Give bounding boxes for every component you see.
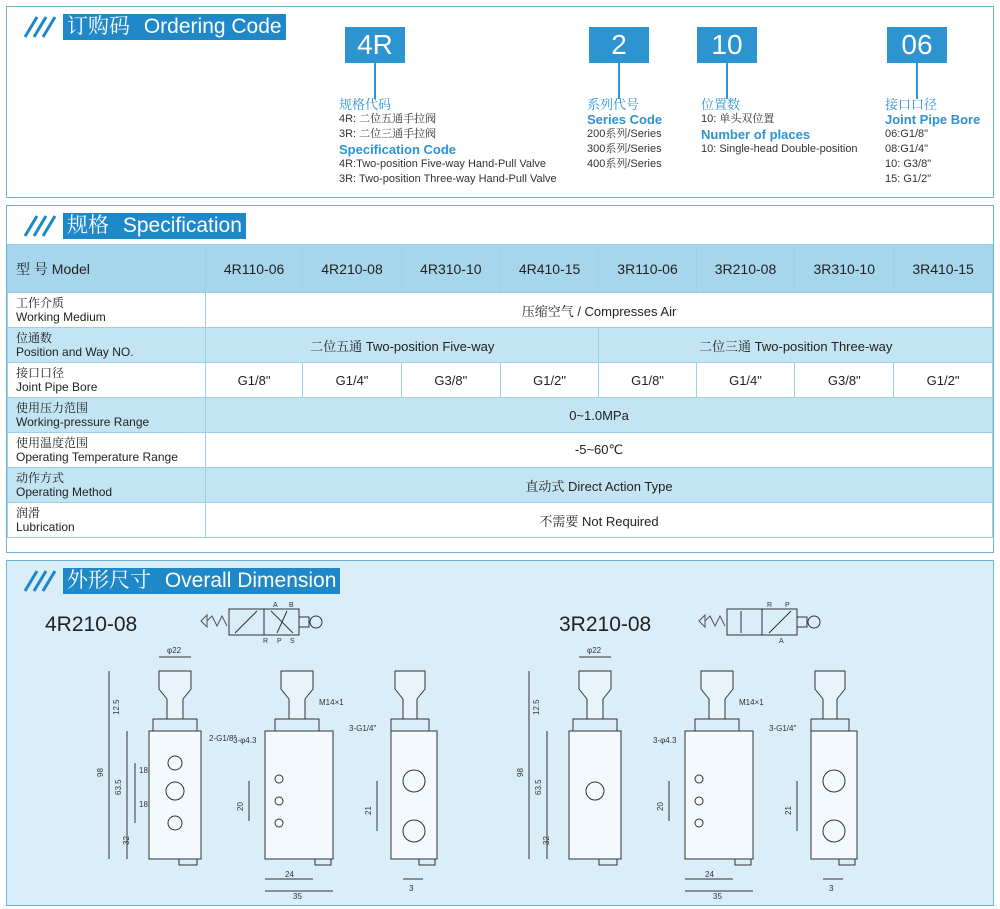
row-label: 位通数 Position and Way NO. [8, 328, 206, 363]
dim-98: 98 [96, 768, 105, 777]
model-header: 型 号 Model [8, 245, 206, 293]
spec-row-method [8, 468, 993, 503]
dim-125: 12.5 [532, 699, 541, 715]
row-label: 工作介质 Working Medium [8, 293, 206, 328]
code-box-spec: 4R [345, 27, 405, 63]
model-cell: 3R410-15 [894, 245, 993, 293]
spec-code-title-cn: 规格代码 [339, 97, 392, 112]
bore-cell: G1/2" [500, 363, 599, 398]
code-connector [374, 63, 376, 99]
bore-line: 10: G3/8" [885, 158, 932, 170]
places-desc [701, 97, 881, 157]
dim-24: 24 [705, 870, 714, 879]
places-title-cn: 位置数 [701, 97, 741, 112]
code-box-places: 10 [697, 27, 757, 63]
model-cell: 4R310-10 [401, 245, 500, 293]
spec-row-medium [8, 293, 993, 328]
dim-3: 3 [829, 884, 834, 893]
bore-line: 08:G1/4" [885, 143, 929, 155]
row-label: 接口口径 Joint Pipe Bore [8, 363, 206, 398]
row-value: 压缩空气 / Compresses Air [206, 293, 993, 328]
row-label: 使用压力范围 Working-pressure Range [8, 398, 206, 433]
places-title-en: Number of places [701, 127, 811, 142]
spec-row-lubrication [8, 503, 993, 538]
valve-symbol-3way [695, 599, 825, 643]
dimension-title-box [63, 568, 340, 594]
slashes-icon [21, 214, 59, 238]
slashes-icon [21, 15, 59, 39]
bore-cell: G1/4" [696, 363, 795, 398]
bore-cell: G3/8" [795, 363, 894, 398]
sym-label-p: P [785, 602, 790, 609]
dim-20: 20 [236, 802, 245, 811]
ordering-title-box [63, 14, 286, 40]
dimension-panel [6, 560, 994, 906]
dim-mount: 3-φ4.3 [653, 736, 677, 745]
row-value: 0~1.0MPa [206, 398, 993, 433]
ordering-title-en: Ordering Code [143, 15, 282, 38]
places-line-en: 10: Single-head Double-position [701, 143, 858, 155]
specification-title-cn: 规格 [67, 214, 109, 237]
model-cell: 3R210-08 [696, 245, 795, 293]
series-line: 400系列/Series [587, 158, 662, 170]
dim-m14: M14×1 [319, 698, 344, 707]
row-value: 不需要 Not Required [206, 503, 993, 538]
code-box-series: 2 [589, 27, 649, 63]
spec-row-temperature [8, 433, 993, 468]
ordering-title-cn: 订购码 [67, 15, 130, 38]
sym-label-s: S [290, 638, 295, 643]
ordering-panel [6, 6, 994, 198]
dim-32: 32 [122, 836, 131, 845]
bore-title-en: Joint Pipe Bore [885, 112, 981, 127]
dim-model-4r: 4R210-08 [45, 613, 138, 636]
model-cell: 3R110-06 [599, 245, 696, 293]
bore-cell: G1/4" [303, 363, 402, 398]
specification-title-box [63, 213, 246, 239]
dim-d22: φ22 [587, 646, 602, 655]
row-value: 二位三通 Two-position Three-way [599, 328, 993, 363]
bore-line: 15: G1/2" [885, 173, 932, 185]
sym-label-a: A [273, 602, 278, 609]
dim-18: 18 [139, 766, 148, 775]
dim-m14: M14×1 [739, 698, 764, 707]
bore-cell: G1/2" [894, 363, 993, 398]
spec-code-title-en: Specification Code [339, 142, 457, 157]
dim-35: 35 [293, 892, 302, 901]
row-label: 使用温度范围 Operating Temperature Range [8, 433, 206, 468]
spec-row-position [8, 328, 993, 363]
spec-row-bore [8, 363, 993, 398]
code-box-bore: 06 [887, 27, 947, 63]
dim-35: 35 [713, 892, 722, 901]
row-label: 动作方式 Operating Method [8, 468, 206, 503]
sym-label-r: R [767, 602, 773, 609]
model-cell: 4R210-08 [303, 245, 402, 293]
slashes-icon [21, 569, 59, 593]
dim-3: 3 [409, 884, 414, 893]
places-line-cn: 10: 单头双位置 [701, 113, 775, 125]
dimension-drawing-3r [507, 641, 927, 901]
dim-g14: 3-G1/4" [349, 724, 377, 733]
bore-title-cn: 接口口径 [885, 97, 938, 112]
dim-21: 21 [784, 806, 793, 815]
row-value: 二位五通 Two-position Five-way [206, 328, 599, 363]
dim-model-3r: 3R210-08 [559, 613, 652, 636]
specification-panel [6, 205, 994, 553]
spec-code-desc [339, 97, 584, 187]
dim-24: 24 [285, 870, 294, 879]
row-label: 润滑 Lubrication [8, 503, 206, 538]
specification-title-en: Specification [122, 214, 242, 237]
dim-98: 98 [516, 768, 525, 777]
dim-g14: 3-G1/4" [769, 724, 797, 733]
sym-label-p: P [277, 638, 282, 643]
dimension-title-en: Overall Dimension [164, 569, 337, 592]
spec-header-row [8, 245, 993, 293]
dim-635: 63.5 [114, 779, 123, 795]
valve-symbol-5way [197, 599, 327, 643]
dim-32: 32 [542, 836, 551, 845]
spec-code-line: 3R: 二位三通手拉阀 [339, 128, 437, 140]
specification-title [21, 212, 246, 240]
dim-635: 63.5 [534, 779, 543, 795]
series-title-cn: 系列代号 [587, 97, 640, 112]
dim-20: 20 [656, 802, 665, 811]
spec-row-pressure [8, 398, 993, 433]
code-connector [618, 63, 620, 99]
dim-port: 2-G1/8" [209, 734, 237, 743]
row-value: -5~60℃ [206, 433, 993, 468]
bore-cell: G3/8" [401, 363, 500, 398]
dim-mount: 3-φ4.3 [233, 736, 257, 745]
sym-label-b: B [289, 602, 294, 609]
dimension-title [21, 567, 340, 595]
dimension-title-cn: 外形尺寸 [67, 569, 151, 592]
bore-cell: G1/8" [599, 363, 696, 398]
bore-line: 06:G1/8" [885, 128, 929, 140]
series-code-desc [587, 97, 697, 172]
sym-label-r: R [263, 638, 269, 643]
bore-desc [885, 97, 991, 187]
ordering-title [21, 13, 286, 41]
spec-code-line: 3R: Two-position Three-way Hand-Pull Valve [339, 173, 557, 185]
dim-d22: φ22 [167, 646, 182, 655]
row-value: 直动式 Direct Action Type [206, 468, 993, 503]
model-cell: 4R110-06 [206, 245, 303, 293]
bore-cell: G1/8" [206, 363, 303, 398]
series-line: 300系列/Series [587, 143, 662, 155]
series-title-en: Series Code [587, 112, 663, 127]
model-cell: 3R310-10 [795, 245, 894, 293]
series-line: 200系列/Series [587, 128, 662, 140]
dimension-drawing-4r [87, 641, 507, 901]
dim-125: 12.5 [112, 699, 121, 715]
code-connector [916, 63, 918, 99]
dim-18: 18 [139, 800, 148, 809]
spec-table [7, 244, 993, 538]
spec-code-line: 4R: 二位五通手拉阀 [339, 113, 437, 125]
spec-code-line: 4R:Two-position Five-way Hand-Pull Valve [339, 158, 547, 170]
code-connector [726, 63, 728, 99]
model-cell: 4R410-15 [500, 245, 599, 293]
sym-label-a: A [779, 638, 784, 643]
dim-21: 21 [364, 806, 373, 815]
